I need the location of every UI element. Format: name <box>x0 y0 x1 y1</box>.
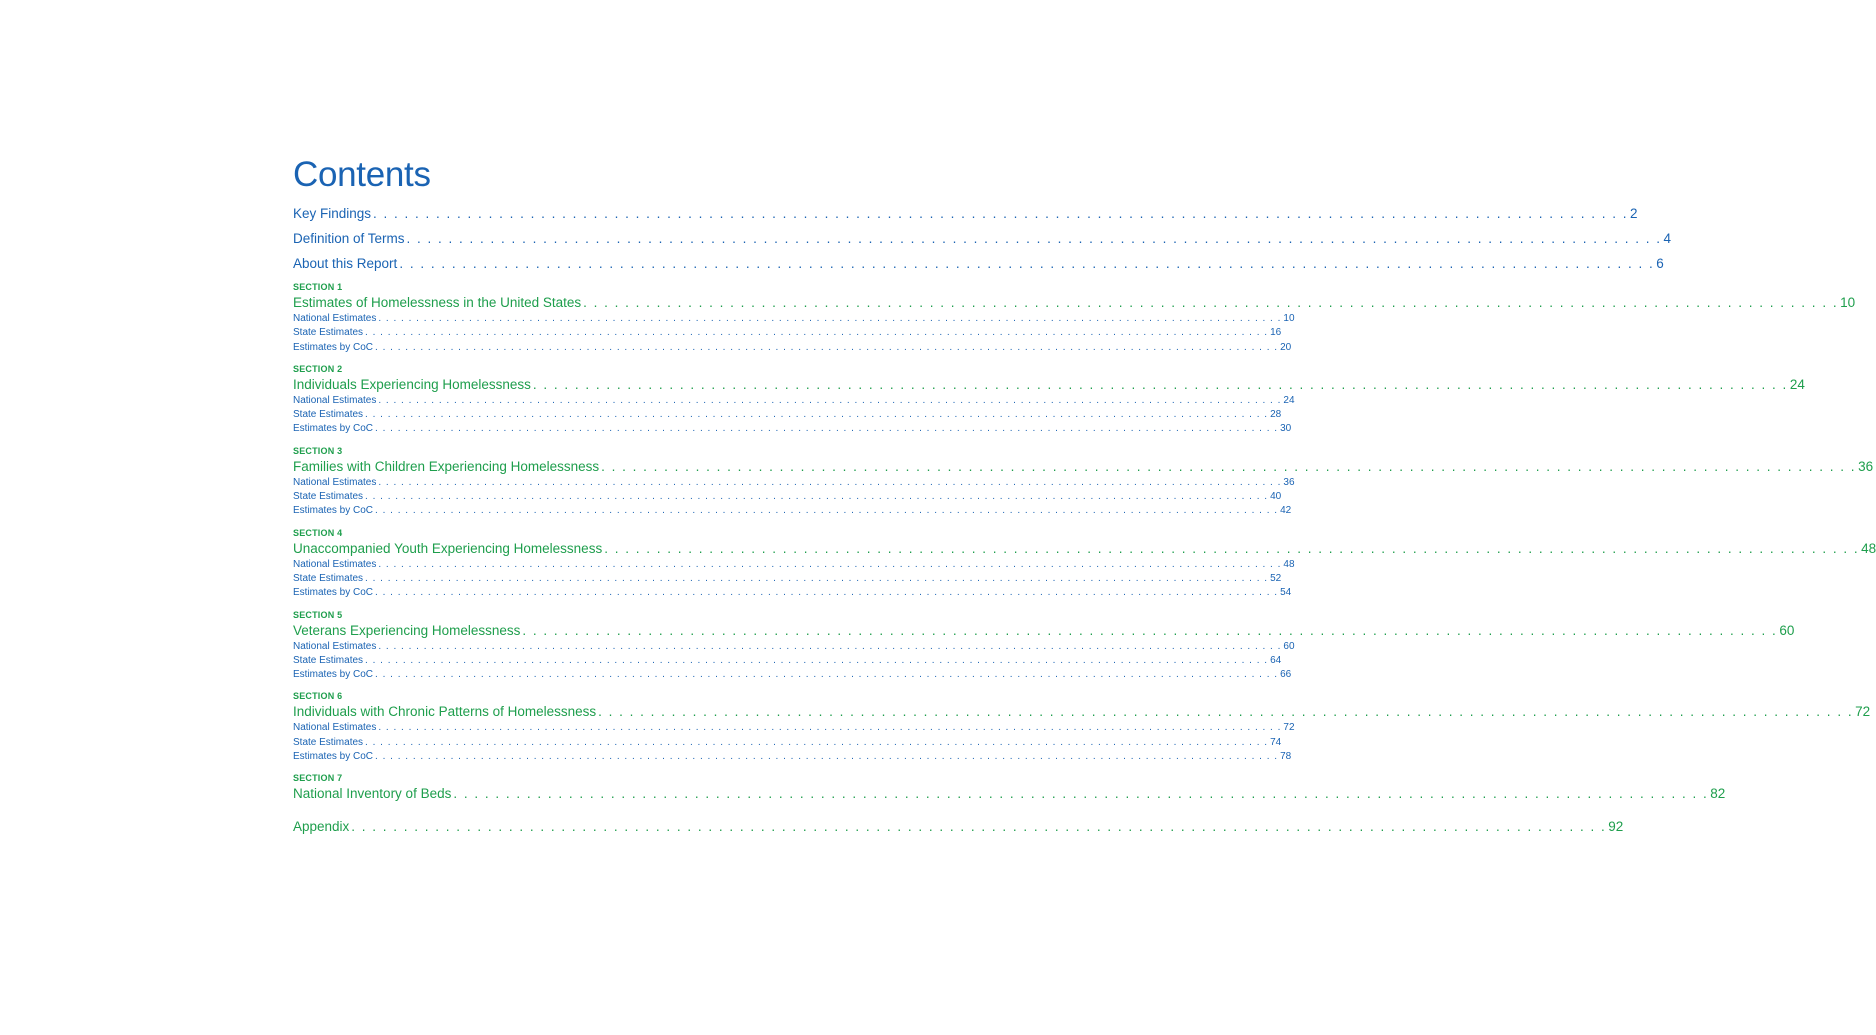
subentry-label: Estimates by CoC <box>293 669 374 681</box>
subentry-page: 30 <box>1280 423 1292 435</box>
subentry-estimates-by-coc[interactable] <box>293 422 1292 436</box>
dot-leader: . . . . . . . . . . . . . . . . . . . . . . . . . . . . . . . . . . . . . . . . . . . . . . . . . . . . . . . . . . . . . . . . . . . . . . . . . . . . . . . . . . . . . . . . . . . . . . . . . . . . . . . . . . . . . . . . . . . . . . . . <box>365 327 1269 339</box>
section-page: 10 <box>1840 295 1856 310</box>
subentry-page: 10 <box>1283 313 1295 324</box>
dot-leader: . . . . . . . . . . . . . . . . . . . . . . . . . . . . . . . . . . . . . . . . . . . . . . . . . . . . . . . . . . . . . . . . . . . . . . . . . . . . . . . . . . . . . . . . . . . . . . . . . . . . . . . . . . . . . . . . . . . . . . . . <box>378 313 1282 324</box>
subentry-national-estimates[interactable] <box>293 394 1295 408</box>
section-page: 82 <box>1710 786 1726 802</box>
dot-leader: . . . . . . . . . . . . . . . . . . . . . . . . . . . . . . . . . . . . . . . . . . . . . . . . . . . . . . . . . . . . . . . . . . . . . . . . . . . . . . . . . . . . . . . . . . . . . . . . . . . . . . . . . . . . . . . . . . . . . . . . <box>375 423 1279 435</box>
section-page: 36 <box>1858 458 1874 474</box>
subentry-page: 36 <box>1283 476 1295 488</box>
dot-leader: . . . . . . . . . . . . . . . . . . . . . . . . . . . . . . . . . . . . . . . . . . . . . . . . . . . . . . . . . . . . . . . . . . . . . . . . . . . . . . . . . . . . . . . . . . . . . . . . . . . . . . . . . . . . . . . . . . . . . . . . <box>598 704 1854 720</box>
subentry-page: 54 <box>1280 587 1292 599</box>
section-page: 24 <box>1789 376 1805 392</box>
toc-entry-definition-of-terms[interactable] <box>293 230 1671 248</box>
dot-leader: . . . . . . . . . . . . . . . . . . . . . . . . . . . . . . . . . . . . . . . . . . . . . . . . . . . . . . . . . . . . . . . . . . . . . . . . . . . . . . . . . . . . . . . . . . . . . . . . . . . . . . . . . . . . . . . . . . . . . . . . <box>399 256 1655 271</box>
section-title: Families with Children Experiencing Homelessness <box>293 458 600 474</box>
subentry-state-estimates[interactable] <box>293 654 1282 668</box>
toc-entry-label: Appendix <box>293 819 350 835</box>
subentry-state-estimates[interactable] <box>293 490 1282 504</box>
dot-leader: . . . . . . . . . . . . . . . . . . . . . . . . . . . . . . . . . . . . . . . . . . . . . . . . . . . . . . . . . . . . . . . . . . . . . . . . . . . . . . . . . . . . . . . . . . . . . . . . . . . . . . . . . . . . . . . . . . . . . . . . <box>375 587 1279 599</box>
subentry-page: 60 <box>1283 640 1295 652</box>
toc-entry-label: About this Report <box>293 256 398 271</box>
subentry-state-estimates[interactable] <box>293 326 1282 340</box>
dot-leader: . . . . . . . . . . . . . . . . . . . . . . . . . . . . . . . . . . . . . . . . . . . . . . . . . . . . . . . . . . . . . . . . . . . . . . . . . . . . . . . . . . . . . . . . . . . . . . . . . . . . . . . . . . . . . . . . . . . . . . . . <box>604 540 1860 556</box>
section-label: SECTION 4 <box>293 527 343 538</box>
subentry-state-estimates[interactable] <box>293 572 1282 586</box>
subentry-label: National Estimates <box>293 476 377 488</box>
dot-leader: . . . . . . . . . . . . . . . . . . . . . . . . . . . . . . . . . . . . . . . . . . . . . . . . . . . . . . . . . . . . . . . . . . . . . . . . . . . . . . . . . . . . . . . . . . . . . . . . . . . . . . . . . . . . . . . . . . . . . . . . <box>583 295 1839 310</box>
section-title-entry[interactable] <box>293 785 1726 803</box>
dot-leader: . . . . . . . . . . . . . . . . . . . . . . . . . . . . . . . . . . . . . . . . . . . . . . . . . . . . . . . . . . . . . . . . . . . . . . . . . . . . . . . . . . . . . . . . . . . . . . . . . . . . . . . . . . . . . . . . . . . . . . . . <box>351 819 1607 835</box>
dot-leader: . . . . . . . . . . . . . . . . . . . . . . . . . . . . . . . . . . . . . . . . . . . . . . . . . . . . . . . . . . . . . . . . . . . . . . . . . . . . . . . . . . . . . . . . . . . . . . . . . . . . . . . . . . . . . . . . . . . . . . . . <box>378 394 1282 406</box>
subentry-label: National Estimates <box>293 394 377 406</box>
section-title-entry[interactable] <box>293 376 1805 394</box>
toc-entry-page: 2 <box>1629 206 1638 221</box>
toc-entry-key-findings[interactable] <box>293 205 1638 223</box>
dot-leader: . . . . . . . . . . . . . . . . . . . . . . . . . . . . . . . . . . . . . . . . . . . . . . . . . . . . . . . . . . . . . . . . . . . . . . . . . . . . . . . . . . . . . . . . . . . . . . . . . . . . . . . . . . . . . . . . . . . . . . . . <box>601 458 1857 474</box>
subentry-national-estimates[interactable] <box>293 558 1295 572</box>
subentry-page: 24 <box>1283 394 1295 406</box>
section-label: SECTION 7 <box>293 773 343 784</box>
toc-section-2 <box>293 363 1805 437</box>
dot-leader: . . . . . . . . . . . . . . . . . . . . . . . . . . . . . . . . . . . . . . . . . . . . . . . . . . . . . . . . . . . . . . . . . . . . . . . . . . . . . . . . . . . . . . . . . . . . . . . . . . . . . . . . . . . . . . . . . . . . . . . . <box>365 572 1269 584</box>
subentry-national-estimates[interactable] <box>293 640 1295 654</box>
subentry-page: 78 <box>1280 751 1292 763</box>
subentry-label: Estimates by CoC <box>293 505 374 517</box>
dot-leader: . . . . . . . . . . . . . . . . . . . . . . . . . . . . . . . . . . . . . . . . . . . . . . . . . . . . . . . . . . . . . . . . . . . . . . . . . . . . . . . . . . . . . . . . . . . . . . . . . . . . . . . . . . . . . . . . . . . . . . . . <box>365 491 1269 503</box>
dot-leader: . . . . . . . . . . . . . . . . . . . . . . . . . . . . . . . . . . . . . . . . . . . . . . . . . . . . . . . . . . . . . . . . . . . . . . . . . . . . . . . . . . . . . . . . . . . . . . . . . . . . . . . . . . . . . . . . . . . . . . . . <box>522 622 1778 638</box>
section-title-entry[interactable] <box>293 703 1871 721</box>
section-label: SECTION 1 <box>293 282 343 292</box>
section-label: SECTION 2 <box>293 363 343 374</box>
dot-leader: . . . . . . . . . . . . . . . . . . . . . . . . . . . . . . . . . . . . . . . . . . . . . . . . . . . . . . . . . . . . . . . . . . . . . . . . . . . . . . . . . . . . . . . . . . . . . . . . . . . . . . . . . . . . . . . . . . . . . . . . <box>375 669 1279 681</box>
subentry-label: Estimates by CoC <box>293 751 374 763</box>
section-page: 60 <box>1779 622 1795 638</box>
subentry-page: 42 <box>1280 505 1292 517</box>
subentry-label: State Estimates <box>293 572 364 584</box>
toc-section-6 <box>293 691 1871 764</box>
toc-entry-appendix[interactable] <box>293 818 1624 836</box>
section-title: Individuals with Chronic Patterns of Homelessness <box>293 704 597 720</box>
subentry-label: State Estimates <box>293 327 364 339</box>
subentry-national-estimates[interactable] <box>293 721 1295 735</box>
subentry-page: 72 <box>1283 722 1295 734</box>
section-page: 72 <box>1855 704 1871 720</box>
dot-leader: . . . . . . . . . . . . . . . . . . . . . . . . . . . . . . . . . . . . . . . . . . . . . . . . . . . . . . . . . . . . . . . . . . . . . . . . . . . . . . . . . . . . . . . . . . . . . . . . . . . . . . . . . . . . . . . . . . . . . . . . <box>375 341 1279 353</box>
dot-leader: . . . . . . . . . . . . . . . . . . . . . . . . . . . . . . . . . . . . . . . . . . . . . . . . . . . . . . . . . . . . . . . . . . . . . . . . . . . . . . . . . . . . . . . . . . . . . . . . . . . . . . . . . . . . . . . . . . . . . . . . <box>365 736 1269 748</box>
subentry-label: Estimates by CoC <box>293 341 374 353</box>
toc-entry-page: 4 <box>1663 231 1671 246</box>
dot-leader: . . . . . . . . . . . . . . . . . . . . . . . . . . . . . . . . . . . . . . . . . . . . . . . . . . . . . . . . . . . . . . . . . . . . . . . . . . . . . . . . . . . . . . . . . . . . . . . . . . . . . . . . . . . . . . . . . . . . . . . . <box>406 231 1662 246</box>
subentry-label: National Estimates <box>293 313 377 324</box>
subentry-estimates-by-coc[interactable] <box>293 750 1292 764</box>
toc-entry-label: Key Findings <box>293 206 372 221</box>
dot-leader: . . . . . . . . . . . . . . . . . . . . . . . . . . . . . . . . . . . . . . . . . . . . . . . . . . . . . . . . . . . . . . . . . . . . . . . . . . . . . . . . . . . . . . . . . . . . . . . . . . . . . . . . . . . . . . . . . . . . . . . . <box>378 640 1282 652</box>
toc-section-4 <box>293 527 1876 601</box>
subentry-national-estimates[interactable] <box>293 312 1295 326</box>
subentry-page: 40 <box>1270 491 1282 503</box>
toc-section-5 <box>293 609 1795 683</box>
toc-entry-page: 92 <box>1608 819 1624 835</box>
dot-leader: . . . . . . . . . . . . . . . . . . . . . . . . . . . . . . . . . . . . . . . . . . . . . . . . . . . . . . . . . . . . . . . . . . . . . . . . . . . . . . . . . . . . . . . . . . . . . . . . . . . . . . . . . . . . . . . . . . . . . . . . <box>375 505 1279 517</box>
subentry-label: National Estimates <box>293 558 377 570</box>
section-title-entry[interactable] <box>293 540 1876 558</box>
toc-section-1 <box>293 282 1856 355</box>
section-title: Unaccompanied Youth Experiencing Homelessness <box>293 540 603 556</box>
subentry-label: State Estimates <box>293 654 364 666</box>
subentry-label: National Estimates <box>293 722 377 734</box>
subentry-label: National Estimates <box>293 640 377 652</box>
subentry-label: State Estimates <box>293 491 364 503</box>
subentry-estimates-by-coc[interactable] <box>293 504 1292 518</box>
dot-leader: . . . . . . . . . . . . . . . . . . . . . . . . . . . . . . . . . . . . . . . . . . . . . . . . . . . . . . . . . . . . . . . . . . . . . . . . . . . . . . . . . . . . . . . . . . . . . . . . . . . . . . . . . . . . . . . . . . . . . . . . <box>532 376 1788 392</box>
section-title-entry[interactable] <box>293 294 1856 312</box>
section-label: SECTION 3 <box>293 445 343 456</box>
section-page: 48 <box>1861 540 1876 556</box>
subentry-page: 74 <box>1270 736 1282 748</box>
subentry-national-estimates[interactable] <box>293 476 1295 490</box>
section-title: Veterans Experiencing Homelessness <box>293 622 521 638</box>
subentry-label: Estimates by CoC <box>293 423 374 435</box>
subentry-estimates-by-coc[interactable] <box>293 668 1292 682</box>
dot-leader: . . . . . . . . . . . . . . . . . . . . . . . . . . . . . . . . . . . . . . . . . . . . . . . . . . . . . . . . . . . . . . . . . . . . . . . . . . . . . . . . . . . . . . . . . . . . . . . . . . . . . . . . . . . . . . . . . . . . . . . . <box>378 558 1282 570</box>
dot-leader: . . . . . . . . . . . . . . . . . . . . . . . . . . . . . . . . . . . . . . . . . . . . . . . . . . . . . . . . . . . . . . . . . . . . . . . . . . . . . . . . . . . . . . . . . . . . . . . . . . . . . . . . . . . . . . . . . . . . . . . . <box>378 722 1282 734</box>
subentry-page: 16 <box>1270 327 1282 339</box>
subentry-label: Estimates by CoC <box>293 587 374 599</box>
toc-section-3 <box>293 445 1874 519</box>
subentry-label: State Estimates <box>293 409 364 421</box>
dot-leader: . . . . . . . . . . . . . . . . . . . . . . . . . . . . . . . . . . . . . . . . . . . . . . . . . . . . . . . . . . . . . . . . . . . . . . . . . . . . . . . . . . . . . . . . . . . . . . . . . . . . . . . . . . . . . . . . . . . . . . . . <box>453 786 1709 802</box>
dot-leader: . . . . . . . . . . . . . . . . . . . . . . . . . . . . . . . . . . . . . . . . . . . . . . . . . . . . . . . . . . . . . . . . . . . . . . . . . . . . . . . . . . . . . . . . . . . . . . . . . . . . . . . . . . . . . . . . . . . . . . . . <box>375 751 1279 763</box>
subentry-page: 20 <box>1280 341 1292 353</box>
subentry-state-estimates[interactable] <box>293 408 1282 422</box>
subentry-page: 28 <box>1270 409 1282 421</box>
subentry-page: 64 <box>1270 654 1282 666</box>
subentry-estimates-by-coc[interactable] <box>293 586 1292 600</box>
toc-entry-page: 6 <box>1656 256 1664 271</box>
section-label: SECTION 6 <box>293 691 343 702</box>
section-label: SECTION 5 <box>293 609 343 620</box>
section-title: National Inventory of Beds <box>293 786 452 802</box>
toc-section-7 <box>293 773 1726 803</box>
subentry-estimates-by-coc[interactable] <box>293 341 1292 355</box>
dot-leader: . . . . . . . . . . . . . . . . . . . . . . . . . . . . . . . . . . . . . . . . . . . . . . . . . . . . . . . . . . . . . . . . . . . . . . . . . . . . . . . . . . . . . . . . . . . . . . . . . . . . . . . . . . . . . . . . . . . . . . . . <box>365 409 1269 421</box>
section-title-entry[interactable] <box>293 458 1874 476</box>
toc-entry-about-this-report[interactable] <box>293 255 1664 273</box>
subentry-state-estimates[interactable] <box>293 736 1282 750</box>
page-title: Contents <box>293 155 431 194</box>
section-title-entry[interactable] <box>293 622 1795 640</box>
section-title: Estimates of Homelessness in the United States <box>293 295 582 310</box>
dot-leader: . . . . . . . . . . . . . . . . . . . . . . . . . . . . . . . . . . . . . . . . . . . . . . . . . . . . . . . . . . . . . . . . . . . . . . . . . . . . . . . . . . . . . . . . . . . . . . . . . . . . . . . . . . . . . . . . . . . . . . . . <box>373 206 1628 221</box>
dot-leader: . . . . . . . . . . . . . . . . . . . . . . . . . . . . . . . . . . . . . . . . . . . . . . . . . . . . . . . . . . . . . . . . . . . . . . . . . . . . . . . . . . . . . . . . . . . . . . . . . . . . . . . . . . . . . . . . . . . . . . . . <box>378 476 1282 488</box>
section-title: Individuals Experiencing Homelessness <box>293 376 531 392</box>
subentry-page: 48 <box>1283 558 1295 570</box>
toc-entry-label: Definition of Terms <box>293 231 405 246</box>
table-of-contents <box>293 155 1876 836</box>
dot-leader: . . . . . . . . . . . . . . . . . . . . . . . . . . . . . . . . . . . . . . . . . . . . . . . . . . . . . . . . . . . . . . . . . . . . . . . . . . . . . . . . . . . . . . . . . . . . . . . . . . . . . . . . . . . . . . . . . . . . . . . . <box>365 654 1269 666</box>
subentry-page: 52 <box>1270 572 1282 584</box>
subentry-page: 66 <box>1280 669 1292 681</box>
subentry-label: State Estimates <box>293 736 364 748</box>
